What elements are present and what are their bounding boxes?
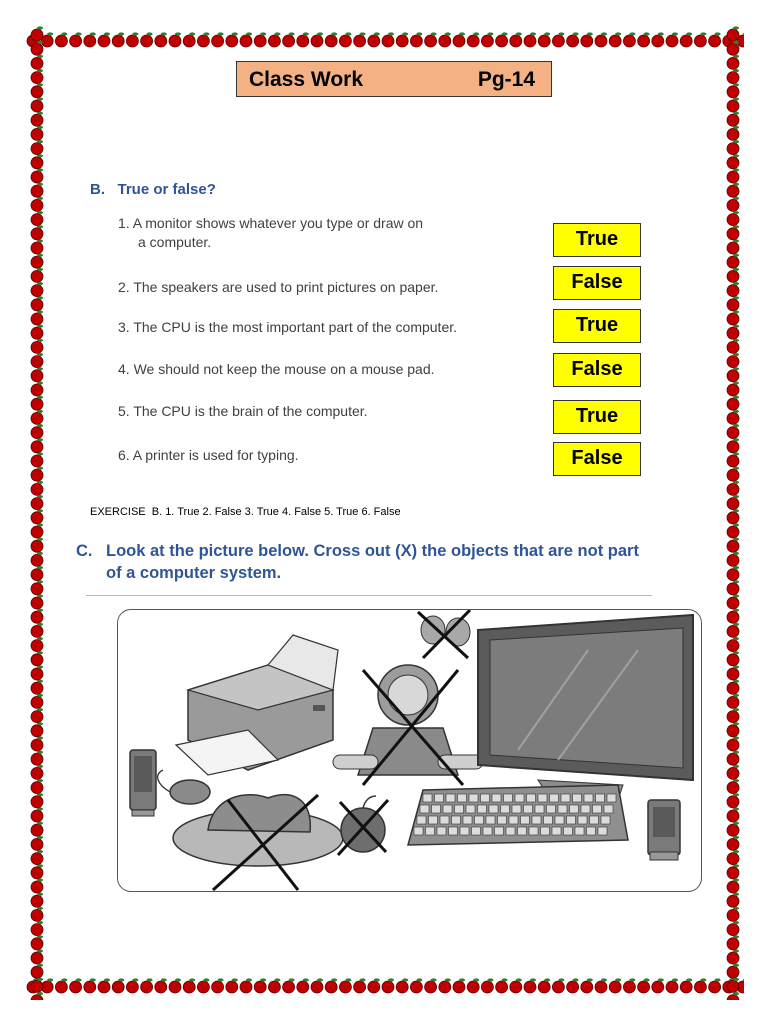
question-1 xyxy=(118,214,423,252)
page-header-box xyxy=(236,61,552,97)
printer-icon xyxy=(176,635,338,775)
section-c-line-1: Look at the picture below. Cross out (X) the objects that are not part xyxy=(106,542,639,560)
computer-objects-picture xyxy=(117,609,702,892)
section-c-letter: C. xyxy=(76,542,93,560)
question-4 xyxy=(118,360,435,379)
decorative-apple-border-bottom xyxy=(24,974,744,996)
answer-box-4: False xyxy=(553,353,641,387)
left-speaker-icon xyxy=(130,750,156,816)
section-divider xyxy=(86,595,652,596)
mouse-icon xyxy=(158,770,210,804)
section-c-instructions xyxy=(76,540,676,584)
section-b-title: B. True or false? xyxy=(90,181,216,198)
decorative-apple-border-right xyxy=(722,24,744,1000)
question-2-text: 2. The speakers are used to print pictures on paper. xyxy=(118,279,439,295)
computer-objects-illustration xyxy=(118,610,702,892)
hat-icon xyxy=(173,795,343,890)
question-6-text: 6. A printer is used for typing. xyxy=(118,447,299,463)
question-5 xyxy=(118,402,368,421)
question-4-text: 4. We should not keep the mouse on a mouse pad. xyxy=(118,361,435,377)
answer-box-6: False xyxy=(553,442,641,476)
exercise-answer-key: EXERCISE B. 1. True 2. False 3. True 4. False 5. True 6. False xyxy=(90,506,401,518)
answer-box-5: True xyxy=(553,400,641,434)
keyboard-icon xyxy=(408,785,628,845)
question-3-text: 3. The CPU is the most important part of the computer. xyxy=(118,319,458,335)
header-page-number: Pg-14 xyxy=(477,68,535,91)
monitor-icon xyxy=(478,615,693,800)
question-6 xyxy=(118,446,299,465)
question-1-text: 1. A monitor shows whatever you type or draw on xyxy=(118,215,424,231)
decorative-apple-border-left xyxy=(26,24,48,1000)
question-5-text: 5. The CPU is the brain of the computer. xyxy=(118,403,368,419)
apple-icon xyxy=(338,796,388,855)
question-1-text-cont: a computer. xyxy=(138,234,212,250)
answer-box-1: True xyxy=(553,223,641,257)
question-2 xyxy=(118,278,438,297)
right-speaker-icon xyxy=(648,800,680,860)
header-title: Class Work xyxy=(249,68,363,91)
answer-box-2: False xyxy=(553,266,641,300)
decorative-apple-border-top xyxy=(24,28,744,50)
question-3 xyxy=(118,318,457,337)
doll-icon xyxy=(333,665,483,785)
answer-box-3: True xyxy=(553,309,641,343)
section-c-line-2: of a computer system. xyxy=(106,564,282,582)
butterfly-icon xyxy=(418,610,470,658)
